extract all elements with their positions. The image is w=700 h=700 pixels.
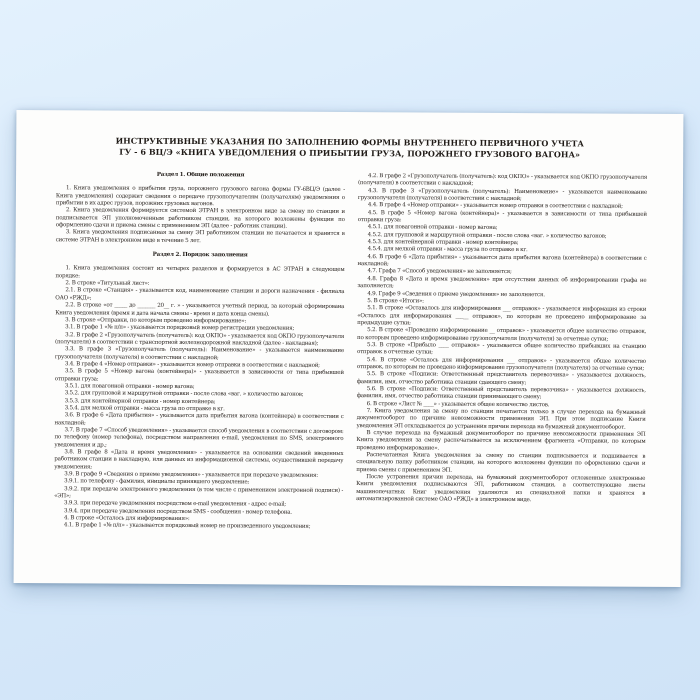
- paragraph: Распечатанная Книга уведомления за смену по станции подписывается и подшивается в специальную папку работником станции, на которого возложены функции по оформлению сдачи и приема смены с применением ЭП.: [356, 452, 646, 474]
- paragraph: 4.2. В графе 2 «Грузополучатель (получатель): код ОКПО» - указывается код ОКПО грузополучателя (получателя) в соответствии с накладной;: [357, 173, 648, 188]
- paragraph: 4.4. В графе 4 «Номер отправки» - указывается номер отправки в соответствии с накладной;: [367, 202, 623, 211]
- paragraph: 3.9.3. при передаче уведомления посредством e-mail уведомления - адрес e-mail;: [64, 500, 286, 509]
- paragraph: 3.3. В графе 3 «Грузополучатель (получатель): Наименование» - указывается наименование грузополучателя (получателя) в соответствии с накладной;: [54, 346, 345, 361]
- section-heading: Раздел 1. Общие положения: [156, 171, 245, 179]
- paragraph: 4.5. В графе 5 «Номер вагона (контейнера)» - указывается в зависимости от типа прибывшей отправки груза:: [357, 209, 647, 224]
- paragraph: 4.5.3. для контейнерной отправки - номер контейнера;: [367, 239, 519, 247]
- document-title-line1: ИНСТРУКТИВНЫЕ УКАЗАНИЯ ПО ЗАПОЛНЕНИЮ ФОРМЫ ВНУТРЕННЕГО ПЕРВИЧНОГО УЧЕТА: [115, 135, 584, 149]
- paragraph: 2. В строке «Титульный лист»:: [65, 280, 150, 287]
- paragraph: 3.9.4. при передаче уведомления посредством SMS - сообщения - номер телефона.: [63, 508, 292, 516]
- text-columns: [14, 156, 683, 534]
- paragraph: 3.5.4. для мелкой отправки - масса груза по отправке в кг.: [64, 405, 225, 413]
- section-heading: Раздел 2. Порядок заполнения: [152, 251, 248, 259]
- paragraph: 4.3. В графе 3 «Грузополучатель (получатель): Наименование» - указывается наименование грузополучателя (получателя) в соответствии с накладной;: [357, 187, 647, 203]
- paragraph: 6. В строке «Лист № ____» - указывается общее количество листов.: [366, 400, 550, 408]
- paragraph: 3.5.1. для повагонной отправки - номер вагона;: [64, 383, 195, 390]
- paragraph: 4.7. Графа 7 «Способ уведомления» не заполняется;: [367, 268, 512, 276]
- paragraph: 7. Книга уведомления за смену по станции печатается только в случае перехода на бумажный документооборот по причине невозможности применения ЭП. При этом подписание Книги уведомления ЭП откладывается до устранения причин перехода на бумажный документооборот.: [356, 408, 646, 431]
- paragraph: 2.2. В строке «от _____ до _______ 20__ г. » - указывается учетный период, за который сформирована Книга уведомления (время и дата начала смены - время и дата конца смены).: [55, 302, 345, 318]
- paragraph: 5. В строке «Итоги»:: [367, 297, 424, 305]
- paragraph: 3.5. В графе 5 «Номер вагона (контейнера)» - указывается в зависимости от типа прибывшей отправки груза:: [54, 368, 344, 383]
- paragraph: 3. В строке «Отправки, по которым проведено информирование»:: [65, 317, 247, 325]
- paragraph: 5.1. В строке «Оставалось для информирования ___ отправок» - указывается информация из строки «Осталось для информирования _____ отправок», по которым не проведено информирование за предыдущие сутки;: [357, 305, 647, 327]
- paragraph: 3.4. В графе 4 «Номер отправки» - указывается номер отправки в соответствии с накладной;: [64, 361, 320, 369]
- paragraph: 3.2. В графе 2 «Грузополучатель (получатель): код ОКПО» - указывается код ОКПО грузополучателя (получателя) в соответствии с транспортной железнодорожной накладной (далее - накладная);: [55, 331, 345, 347]
- paragraph: 4.5.1. для повагонной отправки - номер вагона;: [367, 224, 498, 232]
- paragraph: 5.5. В строке «Подписи: Ответственный представитель перевозчика» - указывается должность, фамилия, имя, отчество работника станции сдающего смену;: [356, 371, 646, 386]
- paragraph: 2.1. В строке «Станция» - указывается код, наименование станции и дороги назначения - филиала ОАО «РЖД»;: [55, 287, 345, 302]
- paragraph: 4.8. Графа 8 «Дата и время уведомления» при отсутствии данных об информировании графа не заполняется;: [357, 275, 647, 290]
- paragraph: 1. Книга уведомления состоит из четырех разделов и формируется в АС ЭТРАН в следующем порядке:: [55, 265, 345, 280]
- paragraph: 5.2. В строке «Проведено информирование __ отправок» - указывается общее количество отправок, по которым проведено информирование грузополучателя (получателя) за отчетные сутки;: [357, 327, 647, 343]
- paragraph: В случае перехода на бумажный документооборот по причине невозможности применения ЭП Книга уведомления за смену распечатывается за исключением фрагмента «Отправки, по которым проведено информирование».: [356, 430, 646, 452]
- paragraph: 3.9.2. при передаче электронного уведомления (в том числе с применением электронной подписи) - «ЭП»;: [54, 486, 344, 500]
- paragraph: 4.9. Графе 9 «Сведения о приеме уведомления» не заполняется.: [367, 290, 545, 298]
- paragraph: 3.1. В графе 1 «№ п/п» - указывается порядковый номер регистрации уведомления;: [65, 324, 295, 332]
- paragraph: 1. Книга уведомления о прибытии груза, порожнего грузового вагона формы ГУ-6ВЦ/Э (далее - Книга уведомления) содержит сведения о передаче грузополучателям (получателям) уведомления о прибытии в их адрес грузов, порожних грузовых вагонов.: [55, 185, 345, 208]
- paragraph: После устранения причин перехода, на бумажный документооборот отложенные электронные Книги уведомления подписываются ЭП, работником станции, а соответствующие листы машинопечатных Книг уведомления удаляются из специальной папки и хранятся в автоматизированной системе ОАО «РЖД» в электронном виде.: [356, 474, 646, 504]
- text-column-right: [356, 173, 647, 534]
- paragraph: 4.6. В графе 6 «Дата прибытия» - указывается дата прибытия вагона (контейнера) в соответствии с накладной;: [357, 253, 647, 268]
- document-page: [14, 110, 684, 587]
- paragraph: 3.7. В графе 7 «Способ уведомления» - указывается способ уведомления в соответствии с договором: по телефону (номер телефона), посредством направления e-mail, уведомления по SMS, электронного уведомления и др.;: [54, 427, 344, 449]
- paragraph: 3. Книга уведомления подписанная за смену ЭП работником станции не печатается и хранится в системе ЭТРАН в электронном виде в течение 5 лет.: [55, 229, 345, 244]
- paragraph: 2. Книга уведомления формируется системой ЭТРАН в электронном виде за смену по станции и подписывается ЭП уполномоченным работником станции, на которого возложены функции по оформлению сдачи и приема смены с применением ЭП (далее - работник станции).: [55, 207, 345, 230]
- paragraph: 4.5.2. для групповой и маршрутной отправки - после слова «ваг. » количество вагонов;: [367, 231, 607, 240]
- paragraph: 3.9. В графе 9 «Сведения о приеме уведомления» - указывается при передаче уведомления:: [64, 471, 318, 479]
- paragraph: 4.1. В графе 1 «№ п/п» - указывается порядковый номер не произведенного уведомления;: [63, 522, 311, 531]
- paragraph: 3.9.1. по телефону - фамилия, инициалы принявшего уведомление;: [64, 478, 250, 486]
- paragraph: 5.6. В строке «Подписи: Ответственный представитель перевозчика» - указывается должность, фамилия, имя, отчество работника станции принимающего смену;: [356, 386, 646, 401]
- document-title-line2: ГУ - 6 ВЦ/Э «КНИГА УВЕДОМЛЕНИЯ О ПРИБЫТИИ ГРУЗА, ПОРОЖНЕГО ГРУЗОВОГО ВАГОНА»: [119, 146, 581, 159]
- text-column-left: [54, 171, 345, 532]
- paragraph: 3.5.2. для групповой и маршрутной отправки - после слова «ваг. » количество вагонов;: [64, 390, 304, 399]
- paragraph: 5.4. В строке «Осталось для информирования ___ отправок» - указывается общее количество отправок, по которым не проведено информирование грузополучателя (получателя) за отчетные сутки;: [356, 356, 646, 372]
- paragraph: 4.5.4. для мелкой отправки - масса груза по отправке в кг.: [367, 246, 528, 254]
- paragraph: 4. В строке «Осталось для информирования»:: [63, 515, 190, 523]
- paragraph: 5.3. В строке «Прибыло ____ отправок» - указывается общее количество прибывших на станцию отправок в отчетные сутки;: [356, 342, 647, 356]
- paragraph: 3.6. В графе 6 «Дата прибытия» - указывается дата прибытия вагона (контейнера) в соответствии с накладной;: [54, 412, 344, 427]
- paragraph: 3.8. В графе 8 «Дата и время уведомления» - указывается на основании сведений введенных работником станции в накладную, или данных из информационной системы, осуществившей передачу уведомления;: [54, 449, 344, 471]
- paragraph: 3.5.3. для контейнерной отправки - номер контейнера;: [64, 397, 216, 405]
